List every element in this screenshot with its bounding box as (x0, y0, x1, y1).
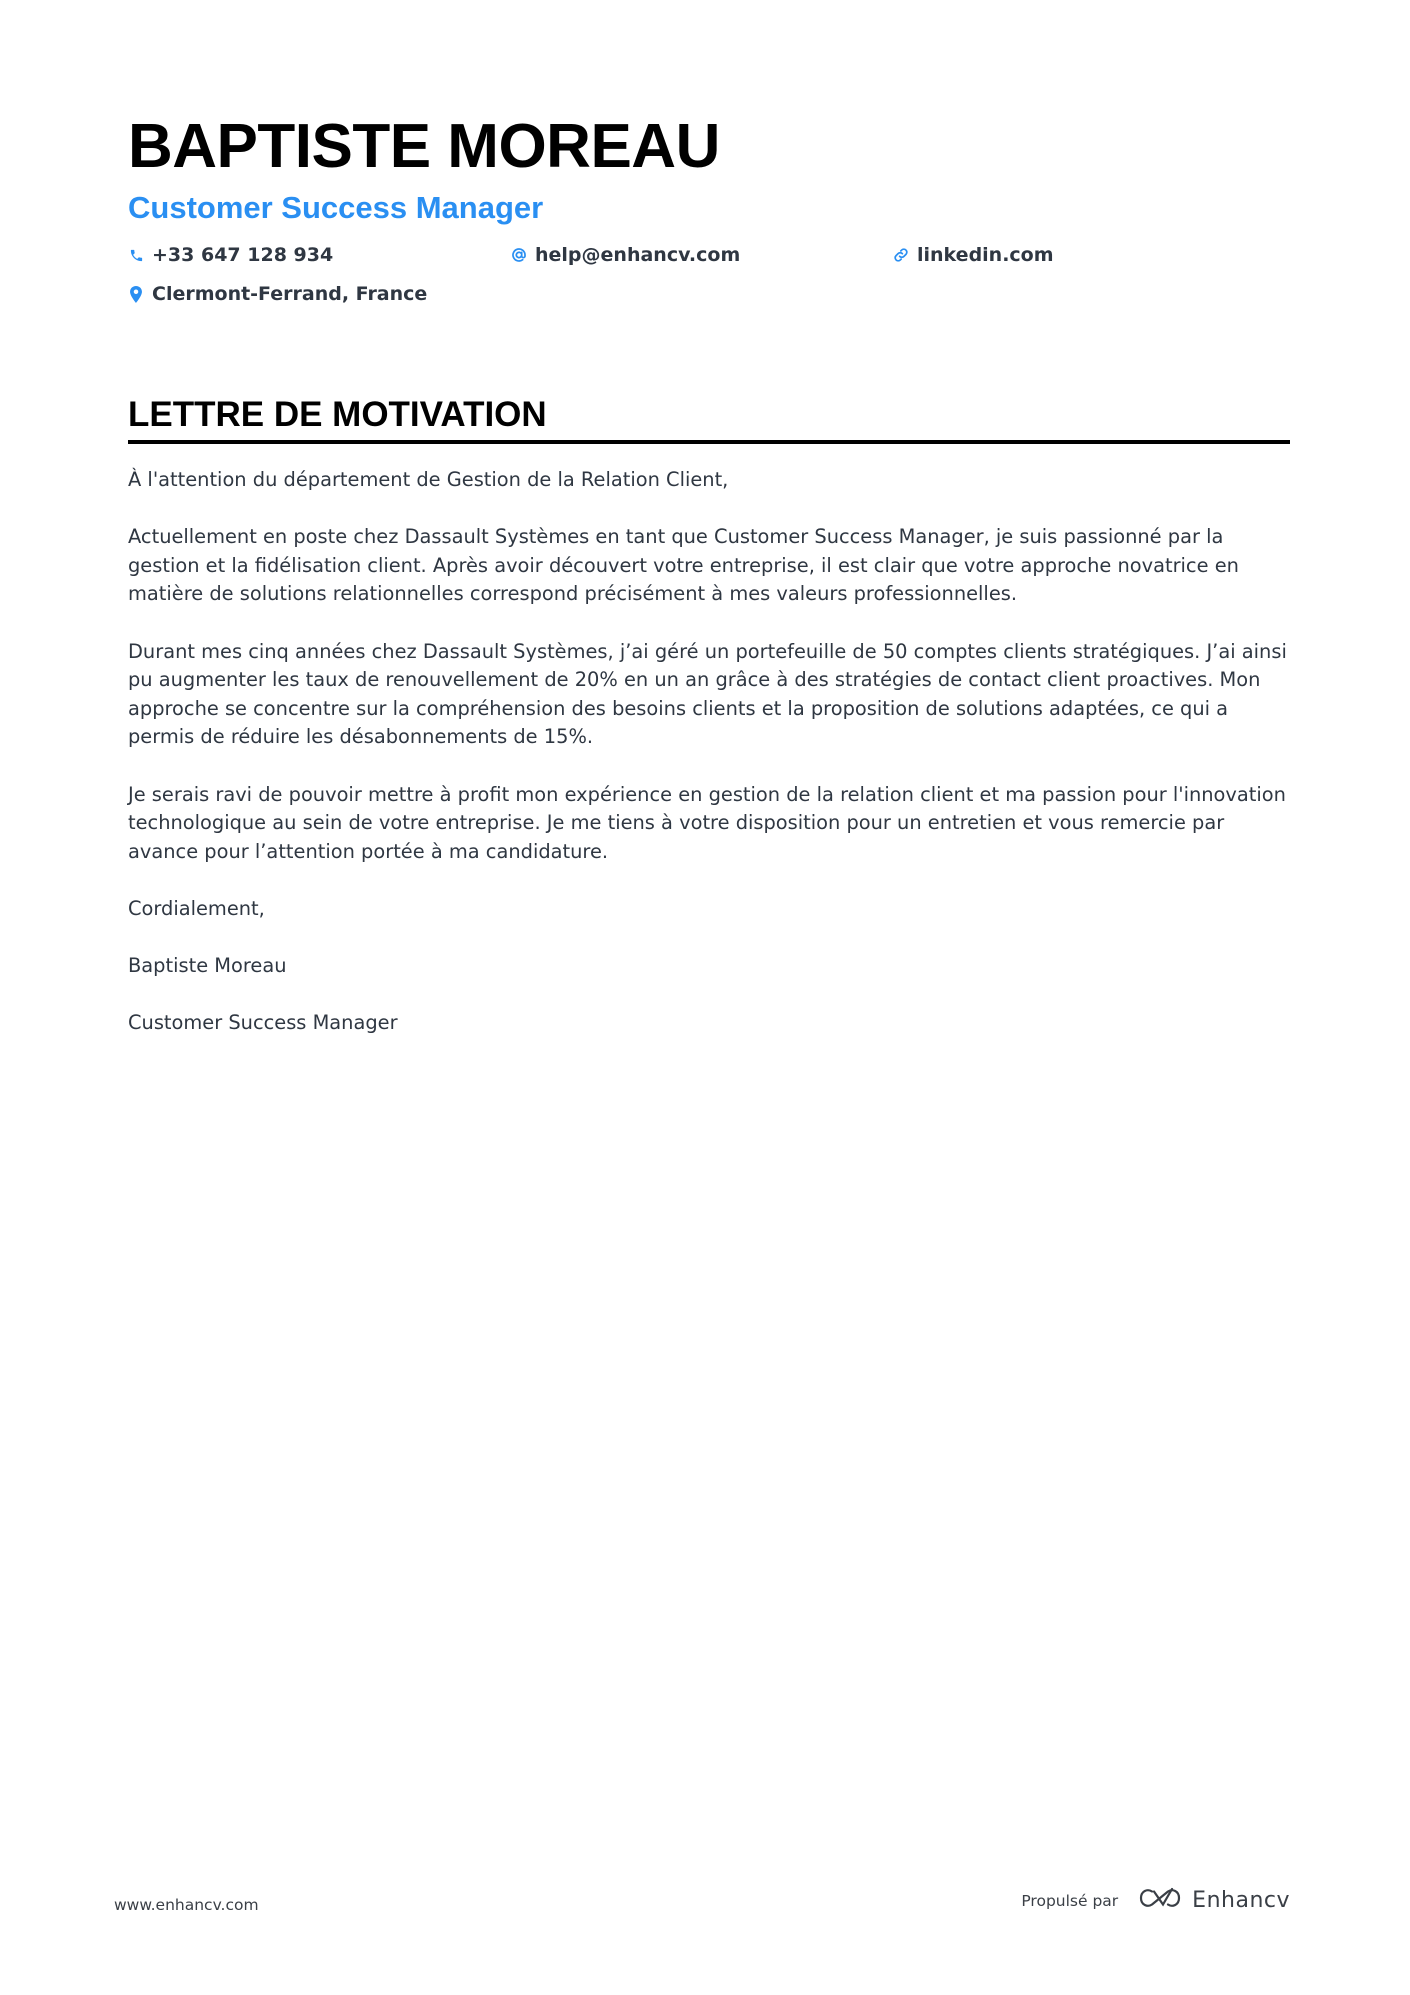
section-divider (128, 440, 1290, 444)
section-title: LETTRE DE MOTIVATION (128, 395, 547, 434)
cover-letter-section (128, 392, 1290, 1066)
enhancv-logo-icon (1138, 1886, 1182, 1915)
letter-paragraph: Durant mes cinq années chez Dassault Systèmes, j’ai géré un portefeuille de 50 comptes clients stratégiques. J’ai ainsi pu augmenter les taux de renouvellement de 20% en un an grâce à des stratégies de contact client proactives. Mon approche se concentre sur la compréhension des besoins clients et la proposition de solutions adaptées, ce qui a permis de réduire les désabonnements de 15%. (128, 639, 1287, 749)
header (128, 110, 1288, 326)
contact-list (128, 242, 1288, 326)
location-pin-icon (128, 284, 144, 304)
candidate-name: BAPTISTE MOREAU (128, 112, 720, 181)
letter-closing: Cordialement, (128, 896, 265, 920)
email-text: help@enhancv.com (535, 244, 741, 266)
contact-linkedin (893, 242, 1054, 268)
letter-paragraph: Actuellement en poste chez Dassault Systèmes en tant que Customer Success Manager, je suis passionné par la gestion et la fidélisation client. Après avoir découvert votre entreprise, il est clair que votre approche novatrice en matière de solutions relationnelles correspond précisément à mes valeurs professionnelles. (128, 525, 1239, 606)
linkedin-text: linkedin.com (917, 244, 1054, 266)
signature-name: Baptiste Moreau (128, 954, 287, 978)
letter-paragraph: Je serais ravi de pouvoir mettre à profit mon expérience en gestion de la relation client et ma passion pour l'innovation technologique au sein de votre entreprise. Je me tiens à votre disposition pour un entretien et vous remercie par avance pour l’attention portée à ma candidature. (128, 782, 1286, 863)
at-icon (511, 245, 527, 265)
letter-body (128, 466, 1290, 1038)
footer-branding (1021, 1886, 1290, 1915)
link-icon (893, 245, 909, 265)
contact-location (128, 281, 427, 307)
powered-by-label: Propulsé par (1021, 1891, 1119, 1910)
phone-icon (128, 245, 144, 265)
enhancv-logo[interactable] (1138, 1886, 1290, 1915)
contact-email (511, 242, 740, 268)
brand-name: Enhancv (1192, 1887, 1290, 1913)
phone-text: +33 647 128 934 (152, 244, 334, 266)
footer-website-link[interactable]: www.enhancv.com (114, 1896, 259, 1914)
candidate-role: Customer Success Manager (128, 190, 544, 225)
contact-phone (128, 242, 333, 268)
location-text: Clermont-Ferrand, France (152, 283, 428, 305)
signature-title: Customer Success Manager (128, 1011, 398, 1035)
letter-salutation: À l'attention du département de Gestion de la Relation Client, (128, 468, 729, 491)
